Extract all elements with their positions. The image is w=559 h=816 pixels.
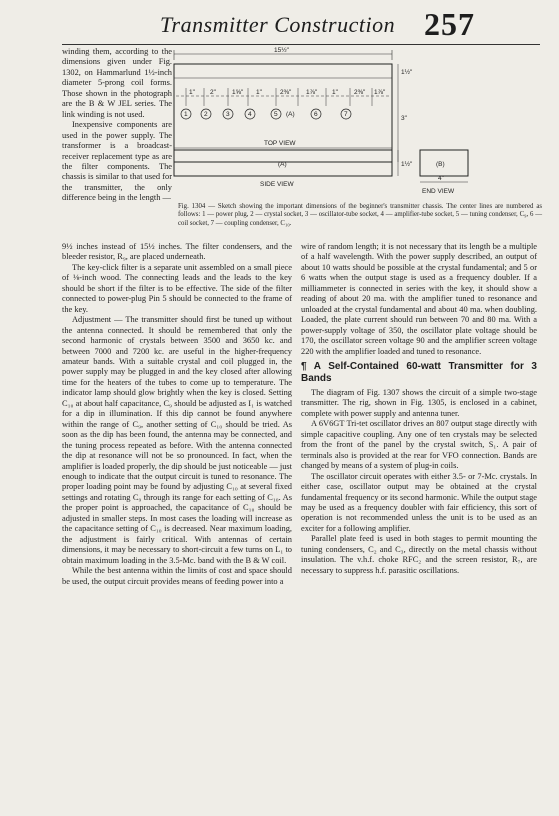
paragraph: The diagram of Fig. 1307 shows the circuit of a simple two-stage transmitter. The rig, shown in Fig. 1305, is enclosed in a cabinet, complete with power supply and antenna tuner. (301, 387, 537, 418)
dimension-label: 1⅝" (232, 89, 244, 96)
paragraph: The oscillator circuit operates with either 3.5- or 7-Mc. crystals. In either case, oscillator output may be obtained at the crystal fundamental frequency or its second harmonic. While the output stage may be used as a frequency doubler with fair efficiency, this sort of operation is not recommended unless the unit is to be used as an exciter for a following amplifier. (301, 471, 537, 533)
socket-markers (181, 109, 351, 119)
paragraph: Parallel plate feed is used in both stages to permit mounting the tuning condensers, C₂ and C₃, directly on the metal chassis without insulation. The v.h.f. choke RFC₂ and the screen resistor, R₇, are necessary to suppress h.f. parasitic oscillations. (301, 534, 537, 575)
paragraph: wire of random length; it is not necessary that its length be a multiple of a half wavelength. With the power supply described, an output of about 10 watts should be possible at the crystal fundamental; and 5 or 6 watts when the output stage is used as a frequency doubler. If a milliammeter is connected in series with the key, it should show a reading of about 20 ma. with the amplifier tuned to resonance and unloaded at the crystal fundamental and about 40 ma. when doubling. Loaded, the plate current should run between 70 and 80 ma. With a power-supply voltage of 350, the oscillator plate voltage should be 170, the oscillator screen voltage 90 and the amplifier screen voltage 220 with the amplifier loaded and tuned to resonance. (301, 242, 537, 356)
header-rule (62, 44, 540, 45)
socket-number: 1 (184, 111, 188, 118)
socket-number: 3 (226, 111, 230, 118)
dimension-label: 1" (256, 89, 262, 96)
section-heading-text: A Self-Contained 60-watt Transmitter for 3 Bands (301, 360, 537, 384)
dimension-label: 1⅞" (374, 89, 386, 96)
dimension-label: 4" (438, 175, 444, 182)
side-view-label: SIDE VIEW (260, 181, 294, 188)
dimension-label: 1⅞" (306, 89, 318, 96)
chassis-dimension-figure (170, 46, 552, 206)
socket-number: 5 (274, 111, 278, 118)
overall-dimension-label: 15½" (274, 47, 289, 54)
socket-number: 6 (314, 111, 318, 118)
left-column (62, 242, 292, 587)
paragraph: winding them, according to the dimensions given under Fig. 1302, on Hammarlund 1½-inch diameter 5-prong coil forms. Those shown in the photograph are the B & W JEL series. The link winding is not used. (62, 47, 172, 119)
dimension-label: 1½" (401, 69, 413, 76)
dimension-label: 1" (332, 89, 338, 96)
paragraph: Inexpensive components are used in the power supply. The transformer is a broadcast-receiver replacement type as are the filter components. The chassis is similar to that used for the transmitter, the only difference being in the length — (62, 120, 172, 203)
page-number: 257 (424, 6, 475, 42)
running-title: Transmitter Construction (160, 12, 396, 37)
dimension-label: 2⅜" (354, 89, 366, 96)
socket-number: 2 (204, 111, 208, 118)
dimension-label: 1" (189, 89, 195, 96)
paragraph: A 6V6GT Tri-tet oscillator drives an 807 output stage directly with simple capacitive coupling. Any one of ten crystals may be selected from the front of the panel by the crystal switch, S₁. A pair of terminals also is provided at the rear for VFO connection. Bands are changed by means of a system of plug-in coils. (301, 419, 537, 471)
socket-number: 4 (248, 111, 252, 118)
paragraph: The key-click filter is a separate unit assembled on a small piece of ⅛-inch wood. The connecting leads and the leads to the key should be short if the filter is to be effective. The side of the filter connected to power-plug Pin 5 should be connected to the frame of the key. (62, 262, 292, 314)
left-column-top (62, 47, 172, 204)
socket-label-a: (A) (286, 111, 295, 118)
paragraph: 9½ inches instead of 15½ inches. The filter condensers, and the bleeder resistor, R₉, are placed underneath. (62, 242, 292, 262)
top-view-label: TOP VIEW (264, 140, 296, 147)
right-column (301, 242, 537, 576)
dimension-label: 3" (401, 115, 407, 122)
paragraph: While the best antenna within the limits of cost and space should be used, the output circuit provides means of feeding power into a (62, 566, 292, 586)
dimension-label: 2" (210, 89, 216, 96)
dimension-label: 1½" (401, 161, 413, 168)
dimension-label: 2⅜" (280, 89, 292, 96)
section-heading (301, 361, 537, 385)
end-view-label: END VIEW (422, 188, 455, 195)
socket-number: 7 (344, 111, 348, 118)
section-mark: ¶ (301, 360, 307, 372)
end-view-box-label: (B) (436, 161, 445, 168)
figure-caption: Fig. 1304 — Sketch showing the important dimensions of the beginner's transmitter chassis. The center lines are numbered as follows: 1 — power plug, 2 — crystal socket, 3 — oscillator-tube socket, 4 — amplifier-tube socket, 5 — tuning condenser, C₉, 6 — coil socket, 7 — coupling condenser, C₁₀. (178, 203, 542, 227)
paragraph: Adjustment — The transmitter should first be tuned up without the antenna connected. It should be remembered that only the second harmonic of crystals between 3500 and 3650 kc. and between 7000 and 7200 kc. are useful in the higher-frequency amateur bands. With a suitable crystal and coil plugged in, the power supply may be plugged in and the key closed after allowing time for the heaters of the tubes to come up to temperature. The indicator lamp should glow brightly when the key is closed. Setting C₁₀ at about half capacitance, C₉ should be adjusted as I₁ is watched for a dip in illumination. If this dip cannot be found anywhere within the range of C₉, another setting of C₁₀ should be tried. As soon as the dip has been found, the antenna may be connected, and the tuning process repeated as before. With the antenna connected the dip at resonance will not be so pronounced. In fact, when the amplifier is loaded properly, the dip should be just noticeable — just enough to indicate that the output circuit is tuned to resonance. The proper loading point may be found by adjusting C₁₀ at several fixed settings and rotating C₉ through its range for each setting of C₁₀. As the proper point is approached, the capacitance of C₁₀ should be adjusted in smaller steps. In most cases the loading will increase as the capacitance setting of C₁₀ is decreased. Near maximum loading, the adjustment is fairly critical. With antennas of certain dimensions, it may be necessary to short-circuit a few turns on L₁ to obtain maximum loading in the 3.5-Mc. band with the B & W coil. (62, 315, 292, 565)
side-view-box-label: (A) (278, 161, 287, 168)
